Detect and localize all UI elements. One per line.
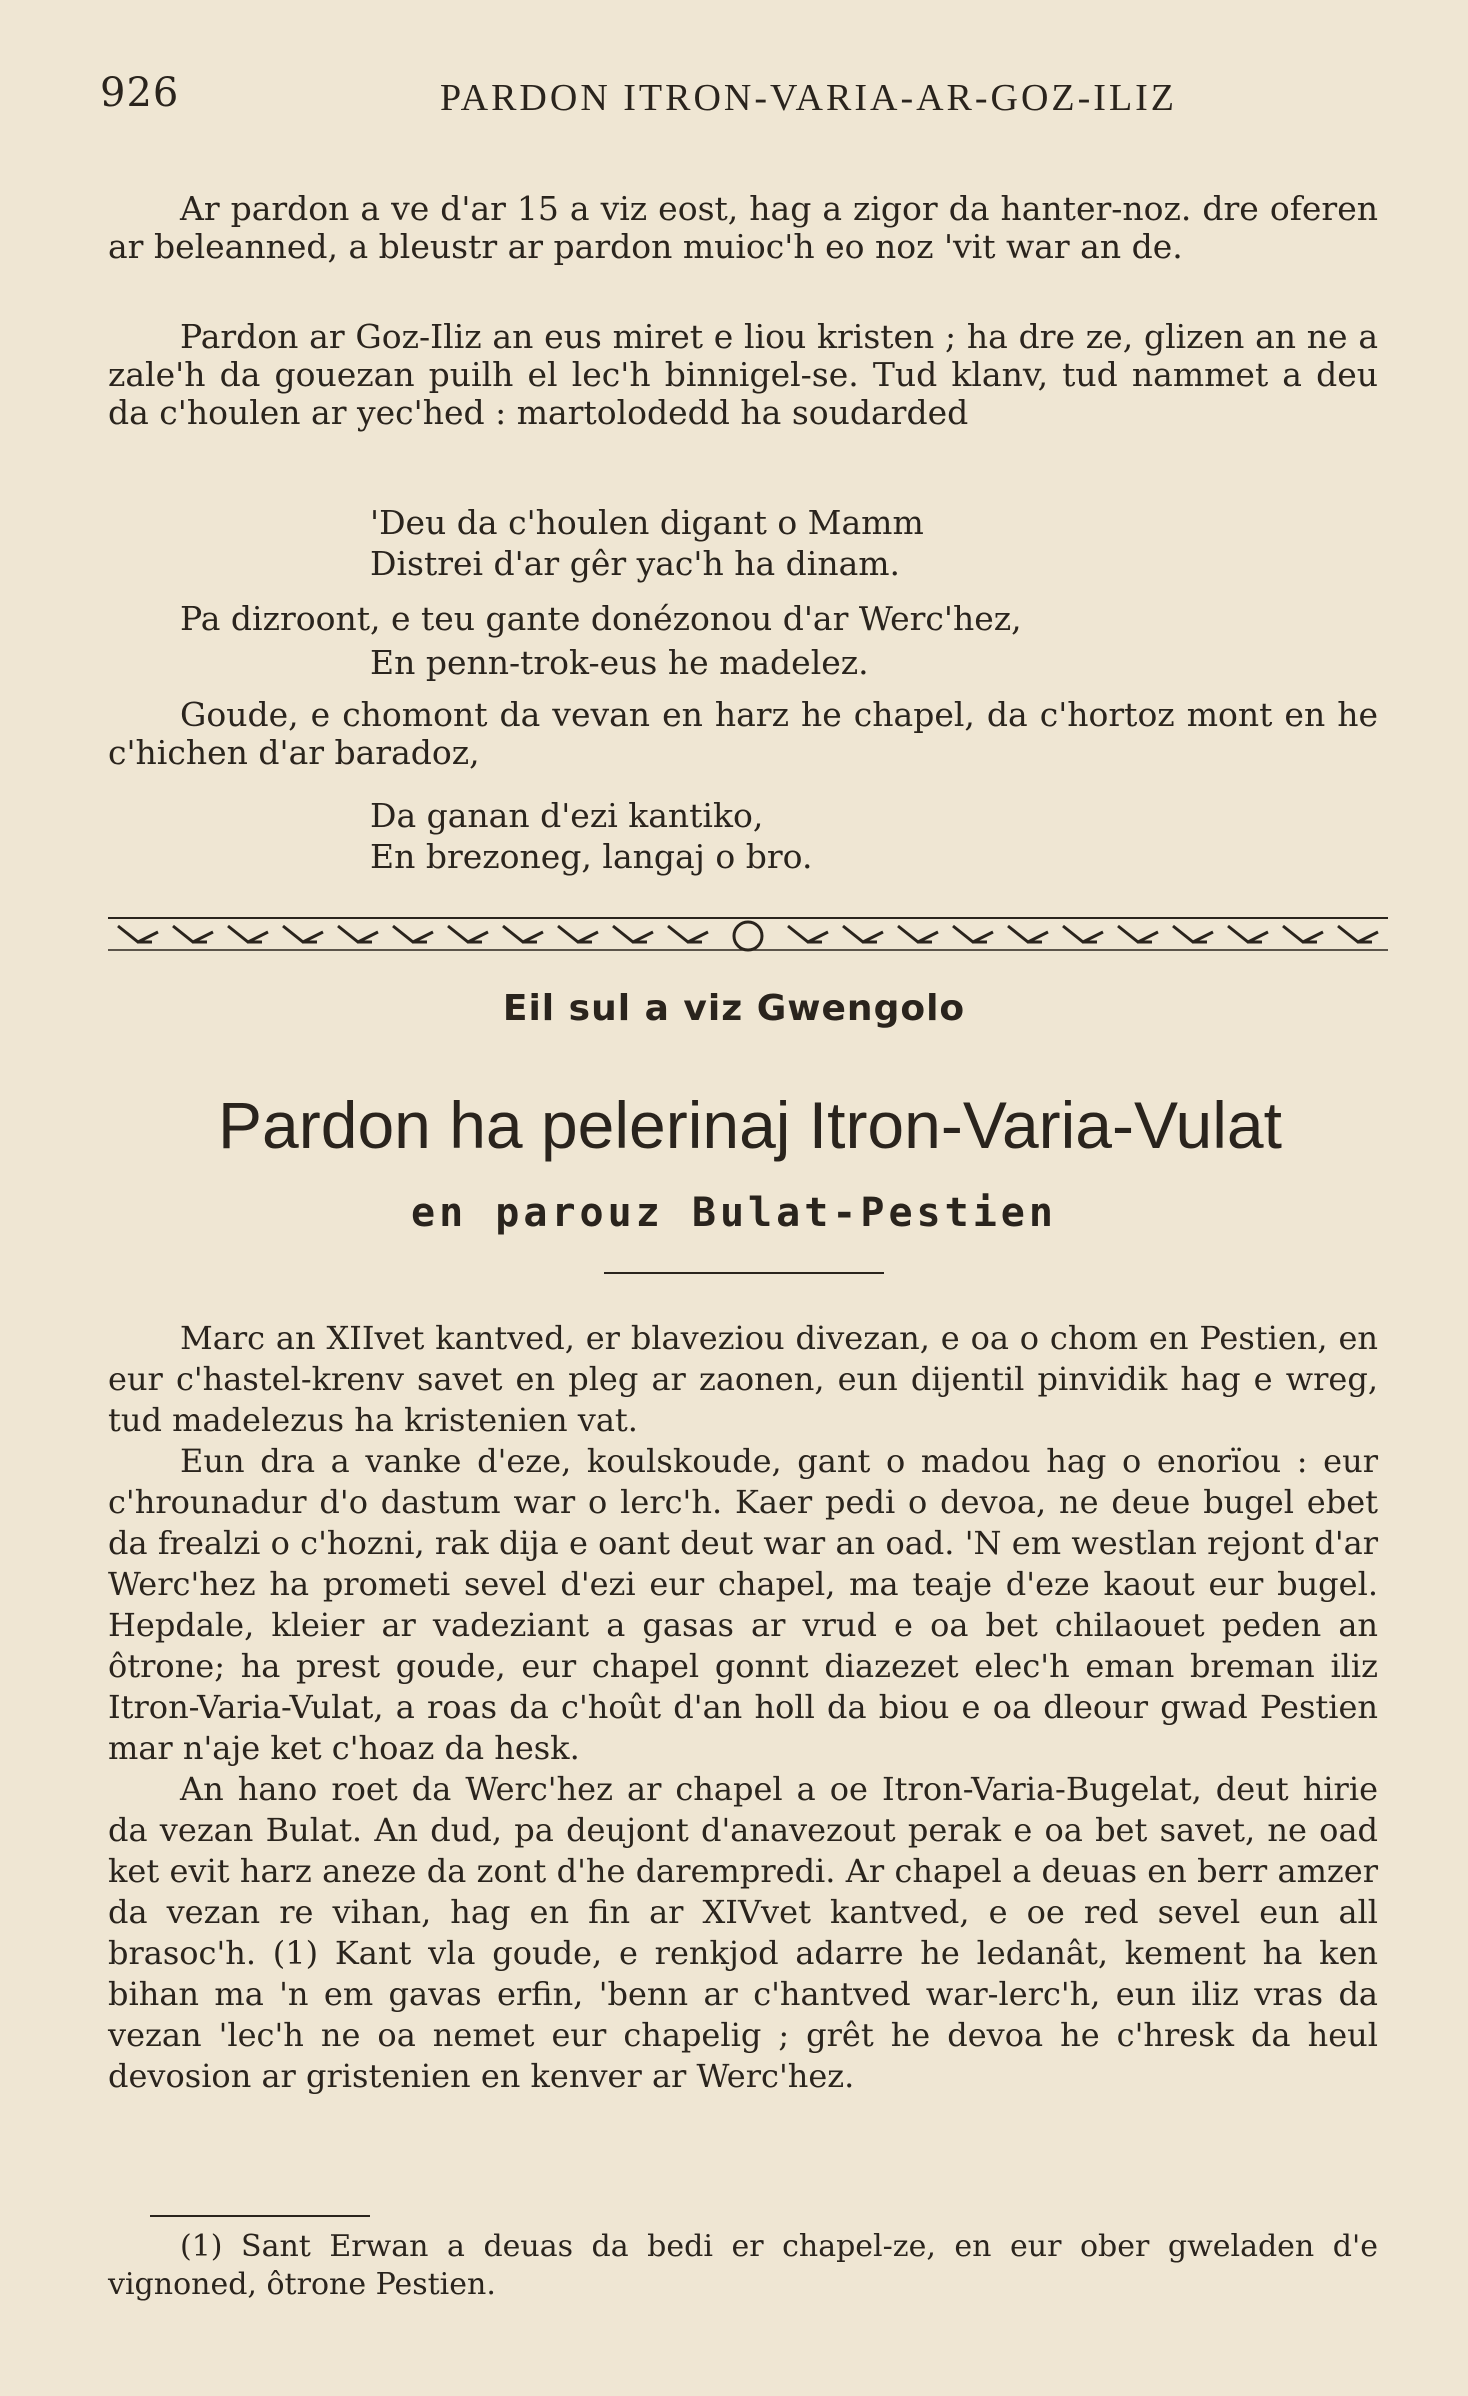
paragraph-2: Pardon ar Goz-Iliz an eus miret e liou kristen ; ha dre ze, glizen an ne a zale'h da gouezan puilh el lec'h binnigel-se. Tud klanv, tud nammet a deu da c'houlen ar yec'hed : martolodedd ha soudarded — [108, 317, 1378, 432]
verse-1 — [370, 502, 924, 584]
running-head-title: PARDON ITRON-VARIA-AR-GOZ-ILIZ — [440, 77, 1178, 119]
footnote-divider — [150, 2215, 370, 2217]
running-head — [100, 70, 1400, 130]
paragraph-1: Ar pardon a ve d'ar 15 a viz eost, hag a zigor da hanter-noz. dre oferen ar beleanned, a bleustr ar pardon muioc'h eo noz 'vit war an de. — [108, 189, 1378, 266]
body-paragraph-3: An hano roet da Werc'hez ar chapel a oe Itron-Varia-Bugelat, deut hirie da vezan Bulat. An dud, pa deujont d'anavezout perak e oa bet savet, ne oad ket evit harz aneze da zont d'he darempredi. Ar chapel a deuas en berr amzer da vezan re vihan, hag en fin ar XIVvet kantved, e oe red sevel eun all brasoc'h. (1) Kant vla goude, e renkjod adarre he ledanât, kement ha ken bihan ma 'n em gavas erfin, 'benn ar c'hantved war-lerc'h, eun iliz vras da vezan 'lec'h ne oa nemet eur chapelig ; grêt he devoa he c'hresk da heul devosion ar gristenien en kenver ar Werc'hez. — [108, 1770, 1378, 2095]
verse-line: En brezoneg, langaj o bro. — [370, 837, 813, 876]
paragraph-4: Goude, e chomont da vevan en harz he chapel, da c'hortoz mont en he c'hichen d'ar baradoz, — [108, 695, 1378, 772]
verse-2 — [370, 642, 869, 683]
verse-line: Da ganan d'ezi kantiko, — [370, 796, 764, 835]
verse-line: 'Deu da c'houlen digant o Mamm — [370, 503, 924, 542]
paragraph-3: Pa dizroont, e teu gante donézonou d'ar Werc'hez, — [180, 599, 1022, 638]
page-number: 926 — [100, 70, 180, 116]
article-subtitle: en parouz Bulat-Pestien — [411, 1190, 1057, 1236]
verse-line: En penn-trok-eus he madelez. — [370, 643, 869, 682]
article-title: Pardon ha pelerinaj Itron-Varia-Vulat — [218, 1088, 1282, 1162]
footnote: (1) Sant Erwan a deuas da bedi er chapel-ze, en eur ober gweladen d'e vignoned, ôtrone Pestien. — [108, 2229, 1378, 2302]
article-body — [108, 1318, 1378, 2097]
verse-line: Distrei d'ar gêr yac'h ha dinam. — [370, 544, 901, 583]
verse-3 — [370, 795, 812, 877]
body-paragraph-1: Marc an XIIvet kantved, er blaveziou divezan, e oa o chom en Pestien, en eur c'hastel-krenv savet en pleg ar zaonen, eun dijentil pinvidik hag e wreg, tud madelezus ha kristenien vat. — [108, 1319, 1378, 1439]
title-divider — [604, 1272, 884, 1274]
body-paragraph-2: Eun dra a vanke d'eze, koulskoude, gant o madou hag o enorïou : eur c'hrounadur d'o dastum war o lerc'h. Kaer pedi o devoa, ne deue bugel ebet da frealzi o c'hozni, rak dija e oant deut war an oad. 'N em westlan rejont d'ar Werc'hez ha prometi sevel d'ezi eur chapel, ma teaje d'eze kaout eur bugel. Hepdale, kleier ar vadeziant a gasas ar vrud e oa bet chilaouet peden an ôtrone; ha prest goude, eur chapel gonnt diazezet elec'h eman breman iliz Itron-Varia-Vulat, a roas da c'hoût d'an holl da biou e oa dleour gwad Pestien mar n'aje ket c'hoaz da hesk. — [108, 1442, 1378, 1767]
ornamental-border-icon — [108, 912, 1388, 954]
section-label: Eil sul a viz Gwengolo — [502, 988, 966, 1029]
